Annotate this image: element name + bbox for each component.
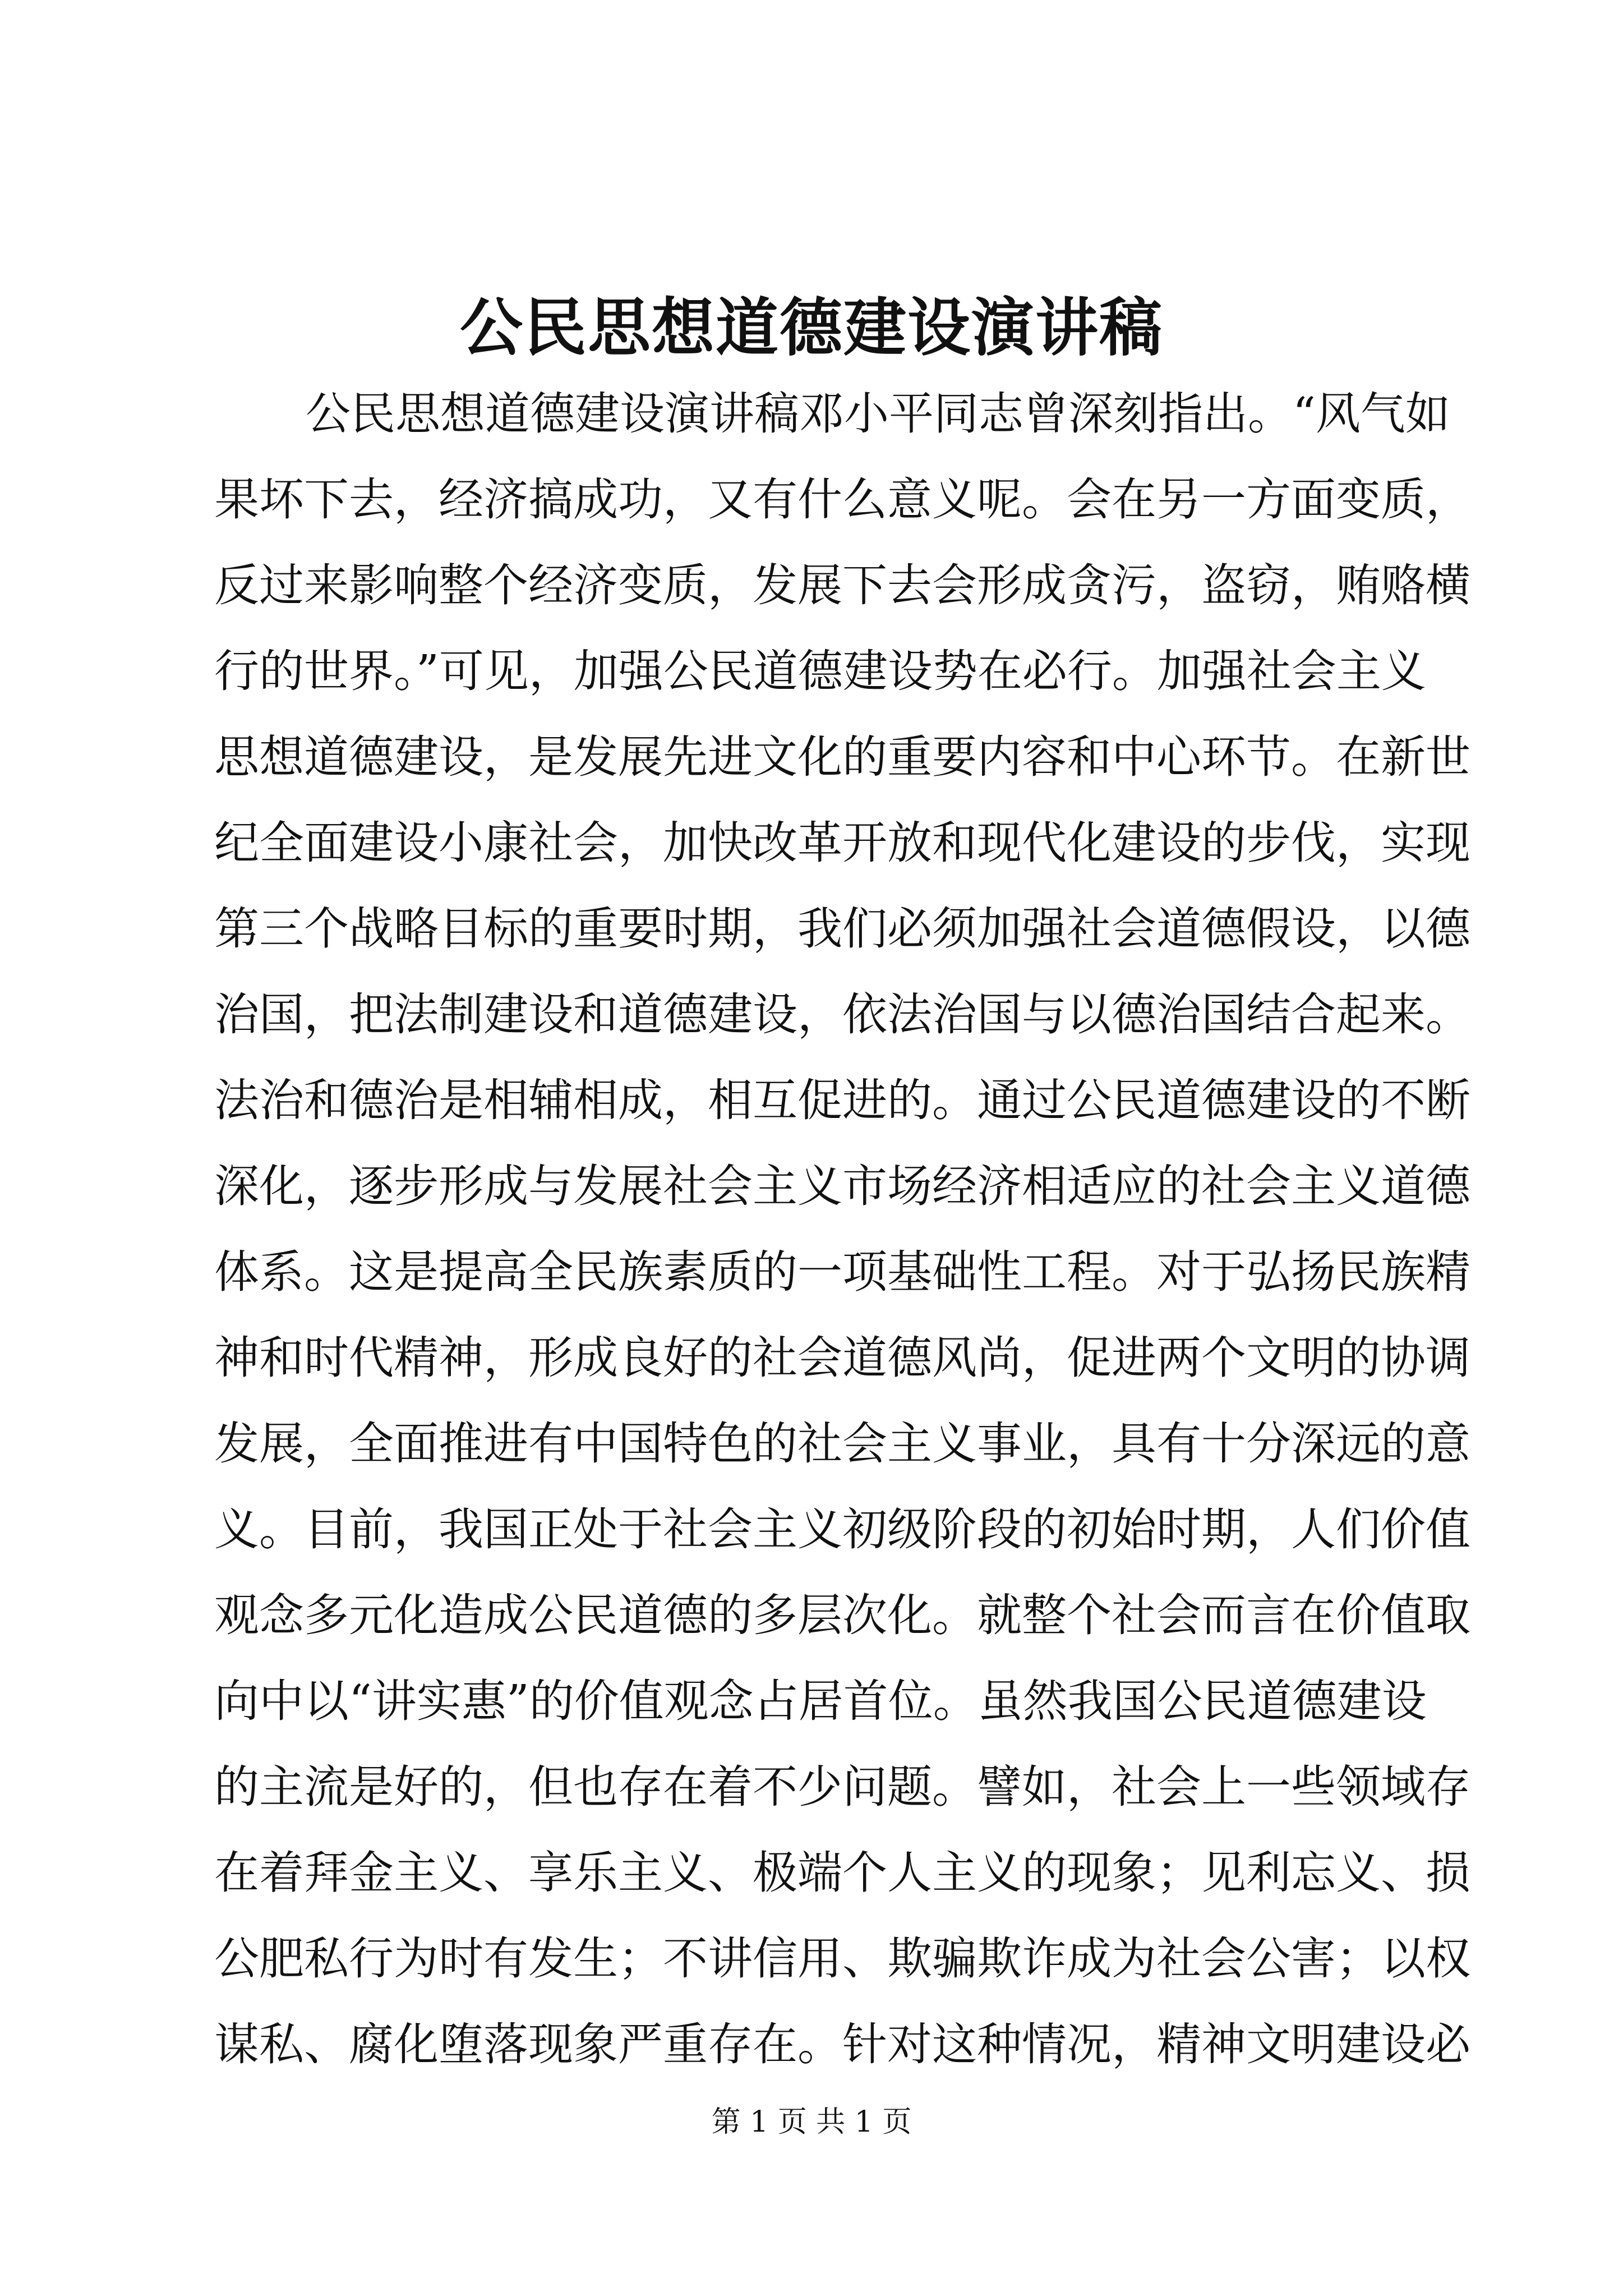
body-line-12: 神和时代精神，形成良好的社会道德风尚，促进两个文明的协调: [214, 1332, 1470, 1384]
body-line-3: 反过来影响整个经济变质，发展下去会形成贪污，盗窃，贿赂横: [214, 559, 1470, 611]
page-footer: 第 1 页 共 1 页: [711, 2105, 912, 2139]
body-line-5: 思想道德建设，是发展先进文化的重要内容和中心环节。在新世: [214, 731, 1470, 783]
body-line-20: 谋私、腐化堕落现象严重存在。针对这种情况，精神文明建设必: [214, 2018, 1470, 2070]
document-title: 公民思想道德建设演讲稿: [460, 291, 1163, 365]
body-line-9: 法治和德治是相辅相成，相互促进的。通过公民道德建设的不断: [214, 1074, 1470, 1126]
body-line-2: 果坏下去，经济搞成功，又有什么意义呢。会在另一方面变质，: [214, 473, 1470, 526]
body-line-15: 观念多元化造成公民道德的多层次化。就整个社会而言在价值取: [214, 1589, 1470, 1641]
body-line-8: 治国，把法制建设和道德建设，依法治国与以德治国结合起来。: [214, 988, 1470, 1041]
body-line-6: 纪全面建设小康社会，加快改革开放和现代化建设的步伐，实现: [214, 817, 1470, 869]
body-line-13: 发展，全面推进有中国特色的社会主义事业，具有十分深远的意: [214, 1418, 1470, 1470]
body-line-14: 义。目前，我国正处于社会主义初级阶段的初始时期，人们价值: [214, 1503, 1470, 1556]
body-line-1: 公民思想道德建设演讲稿邓小平同志曾深刻指出。“风气如: [306, 388, 1450, 440]
body-line-19: 公肥私行为时有发生；不讲信用、欺骗欺诈成为社会公害；以权: [214, 1932, 1470, 1985]
body-line-4: 行的世界。”可见，加强公民道德建设势在必行。加强社会主义: [214, 645, 1426, 697]
body-line-11: 体系。这是提高全民族素质的一项基础性工程。对于弘扬民族精: [214, 1246, 1470, 1298]
body-line-7: 第三个战略目标的重要时期，我们必须加强社会道德假设，以德: [214, 903, 1470, 955]
body-line-18: 在着拜金主义、享乐主义、极端个人主义的现象；见利忘义、损: [214, 1847, 1470, 1899]
body-line-16: 向中以“讲实惠”的价值观念占居首位。虽然我国公民道德建设: [214, 1675, 1427, 1727]
body-line-17: 的主流是好的，但也存在着不少问题。譬如，社会上一些领域存: [214, 1761, 1470, 1813]
body-line-10: 深化，逐步形成与发展社会主义市场经济相适应的社会主义道德: [214, 1160, 1470, 1212]
